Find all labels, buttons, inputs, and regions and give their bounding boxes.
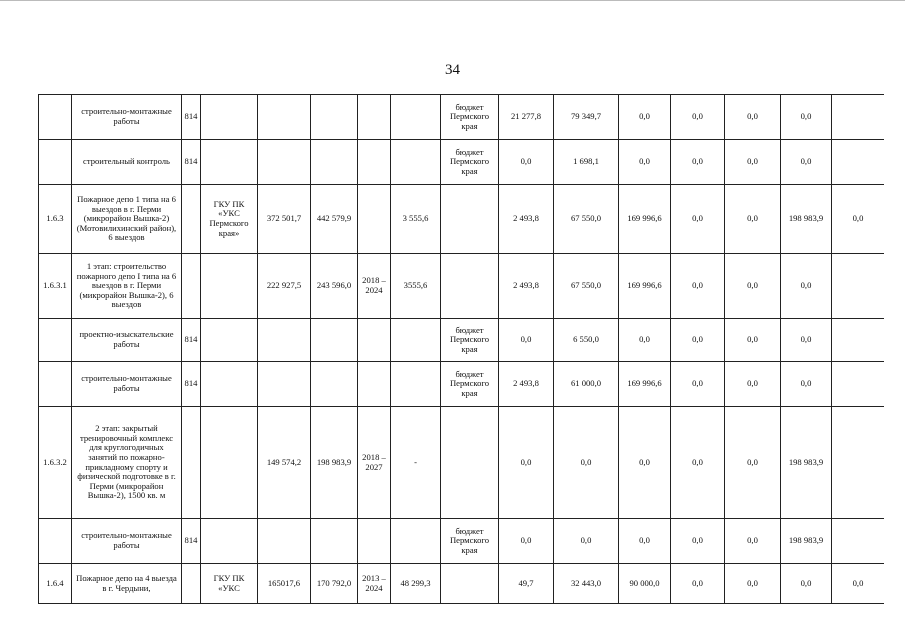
year-4-cell: 0,0 xyxy=(671,185,725,254)
period-cell xyxy=(358,140,391,185)
grbs-code-cell: 814 xyxy=(182,95,201,140)
table-row xyxy=(39,185,885,254)
executor-cell xyxy=(201,407,258,519)
year-5-cell: 0,0 xyxy=(725,95,781,140)
executor-cell: ГКУ ПК «УКС xyxy=(201,564,258,604)
total-cost-cell xyxy=(258,95,311,140)
scan-top-edge xyxy=(0,0,905,4)
year-6-cell: 198 983,9 xyxy=(781,185,832,254)
year-5-cell: 0,0 xyxy=(725,254,781,319)
year-2-cell: 61 000,0 xyxy=(554,362,619,407)
period-cell: 2018 – 2027 xyxy=(358,407,391,519)
row-number-cell xyxy=(39,362,72,407)
period-cell: 2018 – 2024 xyxy=(358,254,391,319)
year-1-cell: 49,7 xyxy=(499,564,554,604)
object-name-cell: проектно-изыскательские работы xyxy=(72,319,182,362)
year-3-cell: 169 996,6 xyxy=(619,185,671,254)
year-5-cell: 0,0 xyxy=(725,140,781,185)
year-1-cell: 0,0 xyxy=(499,407,554,519)
object-name-cell: строительно-монтажные работы xyxy=(72,95,182,140)
estimated-cost-cell: 198 983,9 xyxy=(311,407,358,519)
grbs-code-cell xyxy=(182,407,201,519)
executor-cell xyxy=(201,519,258,564)
funding-source-cell: бюджет Пермского края xyxy=(441,140,499,185)
year-7-cell: 0,0 xyxy=(832,564,885,604)
funding-source-cell xyxy=(441,254,499,319)
total-cost-cell xyxy=(258,519,311,564)
year-4-cell: 0,0 xyxy=(671,564,725,604)
year-1-cell: 21 277,8 xyxy=(499,95,554,140)
year-3-cell: 169 996,6 xyxy=(619,362,671,407)
object-name-cell: 2 этап: закрытый тренировочный комплекс для круглогодичных занятий по пожарно-прикладному спорту и физической подготовке в г. Перми (микрорайон Вышка-2), 1500 кв. м xyxy=(72,407,182,519)
year-6-cell: 0,0 xyxy=(781,319,832,362)
year-1-cell: 2 493,8 xyxy=(499,254,554,319)
year-6-cell: 0,0 xyxy=(781,140,832,185)
year-2-cell: 67 550,0 xyxy=(554,185,619,254)
table-body xyxy=(39,95,885,604)
executor-cell: ГКУ ПК «УКС Пермского края» xyxy=(201,185,258,254)
row-number-cell xyxy=(39,140,72,185)
grbs-code-cell xyxy=(182,254,201,319)
year-2-cell: 67 550,0 xyxy=(554,254,619,319)
object-name-cell: Пожарное депо на 4 выезда в г. Чердыни, xyxy=(72,564,182,604)
executor-cell xyxy=(201,95,258,140)
estimated-cost-cell xyxy=(311,95,358,140)
funded-before-cell xyxy=(391,519,441,564)
funded-before-cell: 48 299,3 xyxy=(391,564,441,604)
total-cost-cell: 222 927,5 xyxy=(258,254,311,319)
year-4-cell: 0,0 xyxy=(671,140,725,185)
funded-before-cell: 3 555,6 xyxy=(391,185,441,254)
estimated-cost-cell: 442 579,9 xyxy=(311,185,358,254)
funding-source-cell xyxy=(441,407,499,519)
year-2-cell: 1 698,1 xyxy=(554,140,619,185)
total-cost-cell: 165017,6 xyxy=(258,564,311,604)
table-row xyxy=(39,362,885,407)
year-3-cell: 0,0 xyxy=(619,140,671,185)
year-3-cell: 0,0 xyxy=(619,519,671,564)
object-name-cell: 1 этап: строительство пожарного депо I типа на 6 выездов в г. Перми (микрорайон Вышка-2), 6 выездов xyxy=(72,254,182,319)
estimated-cost-cell: 170 792,0 xyxy=(311,564,358,604)
estimated-cost-cell: 243 596,0 xyxy=(311,254,358,319)
period-cell xyxy=(358,185,391,254)
estimated-cost-cell xyxy=(311,362,358,407)
year-7-cell xyxy=(832,519,885,564)
year-7-cell: 0,0 xyxy=(832,185,885,254)
year-5-cell: 0,0 xyxy=(725,407,781,519)
year-5-cell: 0,0 xyxy=(725,564,781,604)
year-4-cell: 0,0 xyxy=(671,95,725,140)
total-cost-cell xyxy=(258,140,311,185)
year-7-cell xyxy=(832,140,885,185)
year-4-cell: 0,0 xyxy=(671,319,725,362)
year-3-cell: 0,0 xyxy=(619,319,671,362)
object-name-cell: строительный контроль xyxy=(72,140,182,185)
year-4-cell: 0,0 xyxy=(671,519,725,564)
year-1-cell: 0,0 xyxy=(499,319,554,362)
year-1-cell: 2 493,8 xyxy=(499,362,554,407)
executor-cell xyxy=(201,362,258,407)
period-cell xyxy=(358,319,391,362)
year-6-cell: 0,0 xyxy=(781,362,832,407)
period-cell xyxy=(358,95,391,140)
estimated-cost-cell xyxy=(311,319,358,362)
funding-source-cell: бюджет Пермского края xyxy=(441,362,499,407)
table-row xyxy=(39,319,885,362)
object-name-cell: строительно-монтажные работы xyxy=(72,362,182,407)
year-1-cell: 0,0 xyxy=(499,519,554,564)
row-number-cell: 1.6.3 xyxy=(39,185,72,254)
year-5-cell: 0,0 xyxy=(725,362,781,407)
estimated-cost-cell xyxy=(311,140,358,185)
total-cost-cell xyxy=(258,362,311,407)
year-7-cell xyxy=(832,319,885,362)
grbs-code-cell: 814 xyxy=(182,362,201,407)
funded-before-cell xyxy=(391,140,441,185)
total-cost-cell: 149 574,2 xyxy=(258,407,311,519)
funding-source-cell: бюджет Пермского края xyxy=(441,95,499,140)
funded-before-cell: 3555,6 xyxy=(391,254,441,319)
year-2-cell: 79 349,7 xyxy=(554,95,619,140)
year-2-cell: 6 550,0 xyxy=(554,319,619,362)
year-4-cell: 0,0 xyxy=(671,254,725,319)
page-number: 34 xyxy=(445,62,460,78)
executor-cell xyxy=(201,140,258,185)
funding-source-cell: бюджет Пермского края xyxy=(441,519,499,564)
funded-before-cell xyxy=(391,95,441,140)
year-6-cell: 0,0 xyxy=(781,254,832,319)
year-7-cell xyxy=(832,95,885,140)
year-5-cell: 0,0 xyxy=(725,185,781,254)
year-3-cell: 0,0 xyxy=(619,407,671,519)
grbs-code-cell: 814 xyxy=(182,140,201,185)
table-row xyxy=(39,254,885,319)
year-7-cell xyxy=(832,362,885,407)
table-row xyxy=(39,407,885,519)
program-table xyxy=(38,94,884,604)
period-cell xyxy=(358,362,391,407)
funded-before-cell xyxy=(391,319,441,362)
grbs-code-cell xyxy=(182,564,201,604)
object-name-cell: строительно-монтажные работы xyxy=(72,519,182,564)
year-6-cell: 198 983,9 xyxy=(781,407,832,519)
year-5-cell: 0,0 xyxy=(725,319,781,362)
table-row xyxy=(39,519,885,564)
grbs-code-cell: 814 xyxy=(182,519,201,564)
total-cost-cell xyxy=(258,319,311,362)
year-7-cell xyxy=(832,407,885,519)
funded-before-cell xyxy=(391,362,441,407)
year-7-cell xyxy=(832,254,885,319)
table-row xyxy=(39,140,885,185)
row-number-cell xyxy=(39,519,72,564)
table-row xyxy=(39,564,885,604)
executor-cell xyxy=(201,254,258,319)
period-cell: 2013 – 2024 xyxy=(358,564,391,604)
estimated-cost-cell xyxy=(311,519,358,564)
object-name-cell: Пожарное депо 1 типа на 6 выездов в г. Перми (микрорайон Вышка-2) (Мотовилихинский район), 6 выездов xyxy=(72,185,182,254)
funding-source-cell: бюджет Пермского края xyxy=(441,319,499,362)
year-5-cell: 0,0 xyxy=(725,519,781,564)
grbs-code-cell: 814 xyxy=(182,319,201,362)
period-cell xyxy=(358,519,391,564)
year-3-cell: 0,0 xyxy=(619,95,671,140)
year-2-cell: 0,0 xyxy=(554,519,619,564)
year-4-cell: 0,0 xyxy=(671,362,725,407)
row-number-cell: 1.6.3.2 xyxy=(39,407,72,519)
table-row xyxy=(39,95,885,140)
table-container xyxy=(38,94,884,640)
year-3-cell: 169 996,6 xyxy=(619,254,671,319)
year-2-cell: 0,0 xyxy=(554,407,619,519)
year-4-cell: 0,0 xyxy=(671,407,725,519)
row-number-cell: 1.6.4 xyxy=(39,564,72,604)
year-6-cell: 198 983,9 xyxy=(781,519,832,564)
total-cost-cell: 372 501,7 xyxy=(258,185,311,254)
row-number-cell xyxy=(39,95,72,140)
year-6-cell: 0,0 xyxy=(781,564,832,604)
funding-source-cell xyxy=(441,185,499,254)
funded-before-cell: - xyxy=(391,407,441,519)
grbs-code-cell xyxy=(182,185,201,254)
year-2-cell: 32 443,0 xyxy=(554,564,619,604)
executor-cell xyxy=(201,319,258,362)
year-6-cell: 0,0 xyxy=(781,95,832,140)
funding-source-cell xyxy=(441,564,499,604)
year-1-cell: 2 493,8 xyxy=(499,185,554,254)
year-1-cell: 0,0 xyxy=(499,140,554,185)
year-3-cell: 90 000,0 xyxy=(619,564,671,604)
row-number-cell xyxy=(39,319,72,362)
row-number-cell: 1.6.3.1 xyxy=(39,254,72,319)
